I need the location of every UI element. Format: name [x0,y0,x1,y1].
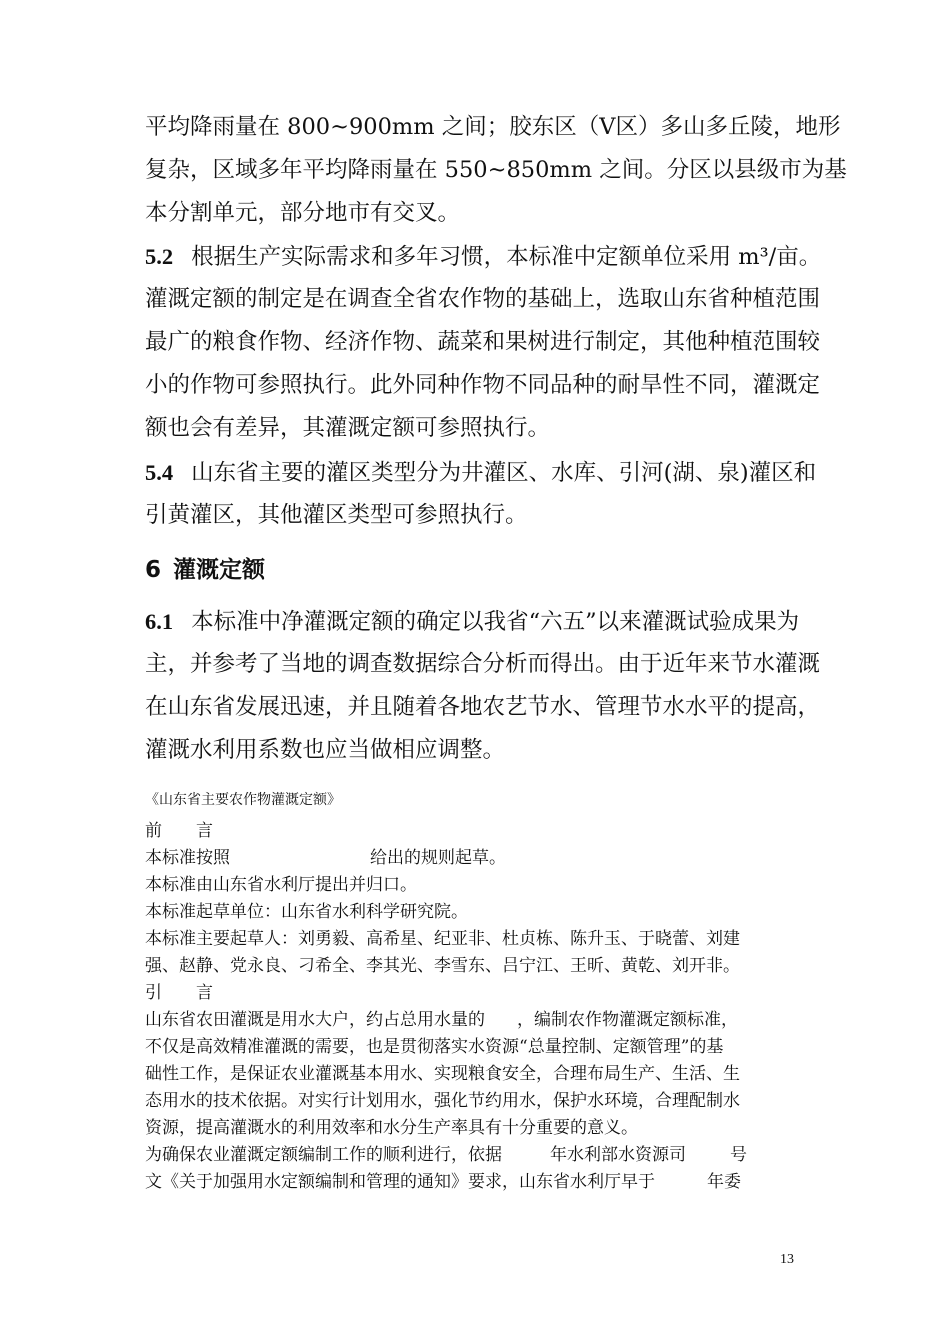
text-fragment: 给出的规则起草。 [370,848,506,868]
clause-5-2 [145,235,822,450]
text-line: 引黄灌区，其他灌区类型可参照执行。 [145,502,528,528]
section-number: 6 [145,557,162,583]
text-line: 本标准主要起草人：刘勇毅、高希星、纪亚非、杜贞栋、陈升玉、于晓蕾、刘建 [145,929,740,949]
text-fragment: 山东省农田灌溉是用水大户，约占总用水量的 [145,1010,485,1030]
paragraph-zoning [145,106,847,235]
text-fragment: 年委 [707,1172,741,1192]
text-fragment: 年水利部水资源司 [550,1145,686,1165]
text-line: 根据生产实际需求和多年习惯，本标准中定额单位采用 m³/亩。 [191,244,822,270]
clause-5-4 [145,451,817,537]
text-fragment: ，编制农作物灌溉定额标准， [517,1010,738,1030]
introduction-heading: 引 言 [145,983,213,1003]
text-line: 在山东省发展迅速，并且随着各地农艺节水、管理节水水平的提高， [145,694,821,720]
text-line: 强、赵静、党永良、刁希全、李其光、李雪东、吕宁江、王昕、黄乾、刘开非。 [145,956,740,976]
text-line: 复杂，区域多年平均降雨量在 550~850mm 之间。分区以县级市为基 [145,157,847,183]
text-line: 本分割单元，部分地市有交叉。 [145,200,461,226]
text-line: 小的作物可参照执行。此外同种作物不同品种的耐旱性不同，灌溉定 [145,372,821,398]
text-line: 最广的粮食作物、经济作物、蔬菜和果树进行制定，其他种植范围较 [145,329,821,355]
text-fragment: 文《关于加强用水定额编制和管理的通知》要求，山东省水利厅早于 [145,1172,655,1192]
text-fragment: 本标准按照 [145,848,230,868]
text-line: 山东省主要的灌区类型分为井灌区、水库、引河(湖、泉)灌区和 [191,460,817,486]
text-line: 本标准起草单位：山东省水利科学研究院。 [145,902,468,922]
text-fragment: 为确保农业灌溉定额编制工作的顺利进行，依据 [145,1145,502,1165]
clause-number: 6.1 [145,609,174,634]
text-line: 本标准中净灌溉定额的确定以我省“六五”以来灌溉试验成果为 [191,609,800,635]
text-fragment: 号 [730,1145,747,1165]
appendix-text [145,818,810,1196]
text-line: 态用水的技术依据。对实行计划用水，强化节约用水，保护水环境，合理配制水 [145,1091,740,1111]
section-heading [145,552,265,588]
clause-number: 5.4 [145,460,174,485]
clause-number: 5.2 [145,244,174,269]
document-title: 《山东省主要农作物灌溉定额》 [145,792,341,808]
clause-6-1 [145,600,821,772]
page-number: 13 [780,1252,794,1267]
text-line: 灌溉水利用系数也应当做相应调整。 [145,737,506,763]
text-line: 资源，提高灌溉水的利用效率和水分生产率具有十分重要的意义。 [145,1118,638,1138]
section-title: 灌溉定额 [173,557,266,583]
text-line: 灌溉定额的制定是在调查全省农作物的基础上，选取山东省种植范围 [145,286,821,312]
text-line: 主，并参考了当地的调查数据综合分析而得出。由于近年来节水灌溉 [145,651,821,677]
text-line: 础性工作，是保证农业灌溉基本用水、实现粮食安全，合理布局生产、生活、生 [145,1064,740,1084]
text-line: 平均降雨量在 800~900mm 之间；胶东区（Ⅴ区）多山多丘陵，地形 [145,114,841,140]
text-line: 额也会有差异，其灌溉定额可参照执行。 [145,415,551,441]
foreword-heading: 前 言 [145,821,213,841]
text-line: 不仅是高效精准灌溉的需要，也是贯彻落实水资源“总量控制、定额管理”的基 [145,1037,724,1057]
text-line: 本标准由山东省水利厅提出并归口。 [145,875,417,895]
